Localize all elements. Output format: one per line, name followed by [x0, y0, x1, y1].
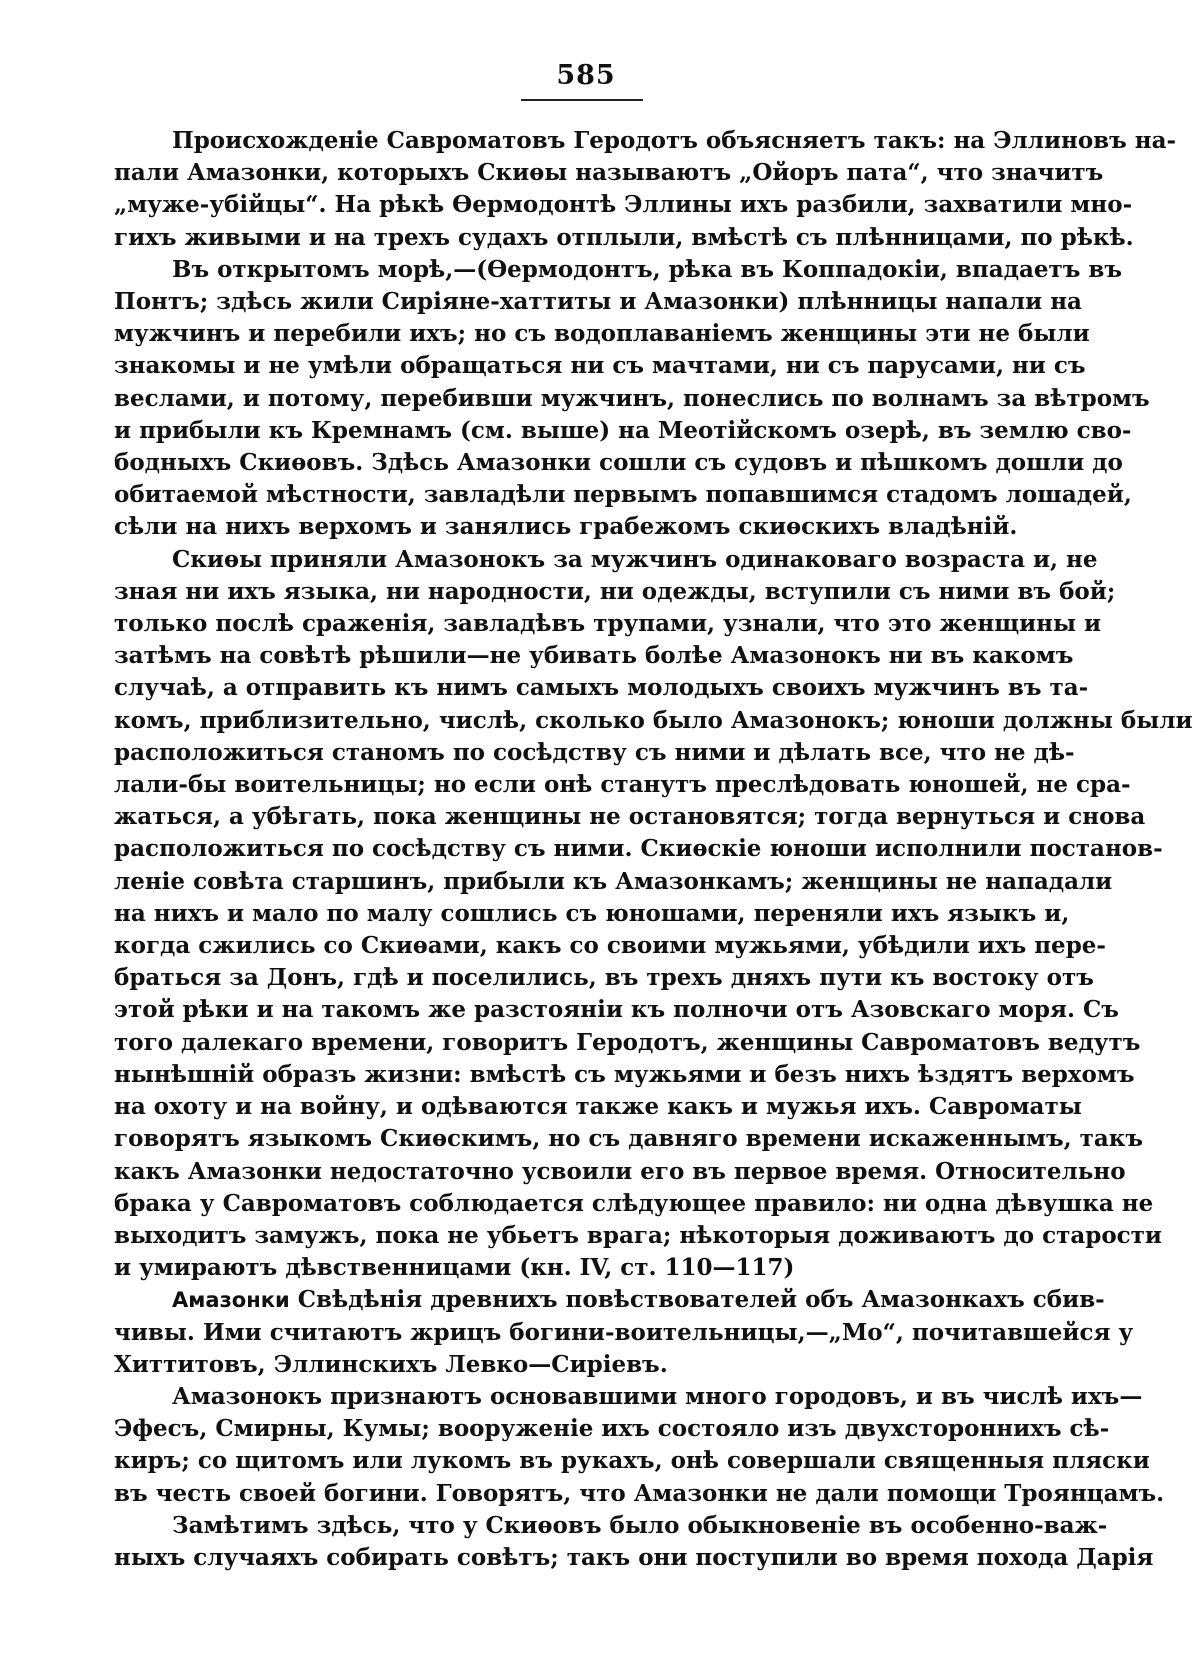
text-line: этой рѣки и на такомъ же разстояніи къ полночи отъ Азовскаго моря. Съ — [114, 996, 1119, 1024]
text-line: Амазонокъ признаютъ основавшими много городовъ, и въ числѣ ихъ— — [172, 1382, 1143, 1410]
text-line: нынѣшній образъ жизни: вмѣстѣ съ мужьями и безъ нихъ ѣздятъ верхомъ — [114, 1060, 1135, 1088]
text-line: веслами, и потому, перебивши мужчинъ, понеслись по волнамъ за вѣтромъ — [114, 384, 1150, 412]
text-line: обитаемой мѣстности, завладѣли первымъ попавшимся стадомъ лошадей, — [114, 481, 1132, 509]
text-line: Въ открытомъ морѣ,—(Ѳермодонтъ, рѣка въ Коппадокіи, впадаетъ въ — [172, 255, 1123, 283]
text-line-rest: Свѣдѣнія древнихъ повѣствователей объ Амазонкахъ сбив- — [289, 1286, 1105, 1314]
text-line: киръ; со щитомъ или лукомъ въ рукахъ, онѣ совершали священныя пляски — [114, 1447, 1150, 1475]
text-line: мужчинъ и перебили ихъ; но съ водоплаваніемъ женщины эти не были — [114, 320, 1090, 348]
text-line: гихъ живыми и на трехъ судахъ отплыли, вмѣстѣ съ плѣнницами, по рѣкѣ. — [114, 223, 1134, 251]
text-line: въ честь своей богини. Говорятъ, что Амазонки не дали помощи Троянцамъ. — [114, 1479, 1165, 1507]
paragraph — [114, 1284, 1134, 1381]
text-line: затѣмъ на совѣтѣ рѣшили—не убивать болѣе Амазонокъ ни въ какомъ — [114, 642, 1074, 670]
text-line: сѣли на нихъ верхомъ и занялись грабежомъ скиѳскихъ владѣній. — [114, 513, 1018, 541]
text-line: брака у Савроматовъ соблюдается слѣдующее правило: ни одна дѣвушка не — [114, 1189, 1154, 1217]
text-line: и прибыли къ Кремнамъ (см. выше) на Меотійскомъ озерѣ, въ землю сво- — [114, 416, 1132, 444]
text-line: Эфесъ, Смирны, Кумы; вооруженіе ихъ состояло изъ двухстороннихъ сѣ- — [114, 1415, 1110, 1443]
text-line: какъ Амазонки недостаточно усвоили его въ первое время. Относительно — [114, 1157, 1126, 1185]
paragraph — [114, 125, 1177, 254]
paragraph — [114, 1381, 1165, 1510]
paragraph — [114, 254, 1150, 544]
text-line: Происхожденіе Савроматовъ Геродотъ объясняетъ такъ: на Эллиновъ на- — [172, 127, 1177, 154]
paragraph — [114, 1510, 1154, 1574]
text-line: говорятъ языкомъ Скиѳскимъ, но съ давняго времени искаженнымъ, такъ — [114, 1125, 1144, 1153]
text-line: Замѣтимъ здѣсь, что у Скиѳовъ было обыкновеніе въ особенно-важ- — [172, 1511, 1108, 1539]
section-heading-word: Амазонки — [172, 1288, 290, 1313]
text-line: выходитъ замужъ, пока не убьетъ врага; нѣкоторыя доживаютъ до старости — [114, 1221, 1162, 1249]
text-line: Понтъ; здѣсь жили Сиріяне-хаттиты и Амазонки) плѣнницы напали на — [114, 288, 1082, 316]
text-line: расположиться станомъ по сосѣдству съ ними и дѣлать все, что не дѣ- — [114, 738, 1075, 766]
text-line: зная ни ихъ языка, ни народности, ни одежды, вступили съ ними въ бой; — [114, 577, 1116, 605]
text-line: на нихъ и мало по малу сошлись съ юношами, переняли ихъ языкъ и, — [114, 899, 1070, 927]
text-line: расположиться по сосѣдству съ ними. Скиѳскіе юноши исполнили постанов- — [114, 835, 1163, 863]
text-line: лали-бы воительницы; но если онѣ станутъ преслѣдовать юношей, не сра- — [114, 771, 1131, 799]
text-line: случаѣ, а отправить къ нимъ самыхъ молодыхъ своихъ мужчинъ въ та- — [114, 674, 1089, 702]
text-line — [114, 1284, 1105, 1316]
body-text — [114, 125, 1193, 1574]
text-line: того далекаго времени, говоритъ Геродотъ, женщины Савроматовъ ведутъ — [114, 1028, 1141, 1056]
text-line: чивы. Ими считаютъ жрицъ богини-воительницы,—„Мо“, почитавшейся у — [114, 1318, 1134, 1346]
text-line: бодныхъ Скиѳовъ. Здѣсь Амазонки сошли съ судовъ и пѣшкомъ дошли до — [114, 449, 1123, 477]
page-number: 585 — [556, 60, 616, 91]
text-line: леніе совѣта старшинъ, прибыли къ Амазонкамъ; женщины не нападали — [114, 867, 1113, 895]
text-line: на охоту и на войну, и одѣваются также какъ и мужья ихъ. Савроматы — [114, 1093, 1082, 1121]
text-line: ныхъ случаяхъ собирать совѣтъ; такъ они поступили во время похода Дарія — [114, 1543, 1154, 1571]
text-line: пали Амазонки, которыхъ Скиѳы называютъ „Ойоръ пата“, что значитъ — [114, 159, 1104, 187]
text-line: Хиттитовъ, Эллинскихъ Левко—Сиріевъ. — [114, 1350, 668, 1378]
text-line: Скиѳы приняли Амазонокъ за мужчинъ одинаковаго возраста и, не — [172, 545, 1098, 573]
text-line: жаться, а убѣгать, пока женщины не остановятся; тогда вернуться и снова — [114, 803, 1146, 831]
text-line: „муже-убійцы“. На рѣкѣ Ѳермодонтѣ Эллины ихъ разбили, захватили мно- — [114, 191, 1133, 219]
text-line: комъ, приблизительно, числѣ, сколько было Амазонокъ; юноши должны были — [114, 706, 1193, 734]
text-line: знакомы и не умѣли обращаться ни съ мачтами, ни съ парусами, ни съ — [114, 352, 1086, 380]
text-line: когда сжились со Скиѳами, какъ со своими мужьями, убѣдили ихъ пере- — [114, 932, 1106, 960]
text-line: и умираютъ дѣвственницами (кн. IV, ст. 110—117) — [114, 1254, 795, 1282]
paragraph — [114, 544, 1193, 1285]
text-line: только послѣ сраженія, завладѣвъ трупами, узнали, что это женщины и — [114, 610, 1102, 638]
text-line: браться за Донъ, гдѣ и поселились, въ трехъ дняхъ пути къ востоку отъ — [114, 964, 1094, 992]
page-number-rule — [521, 99, 643, 101]
